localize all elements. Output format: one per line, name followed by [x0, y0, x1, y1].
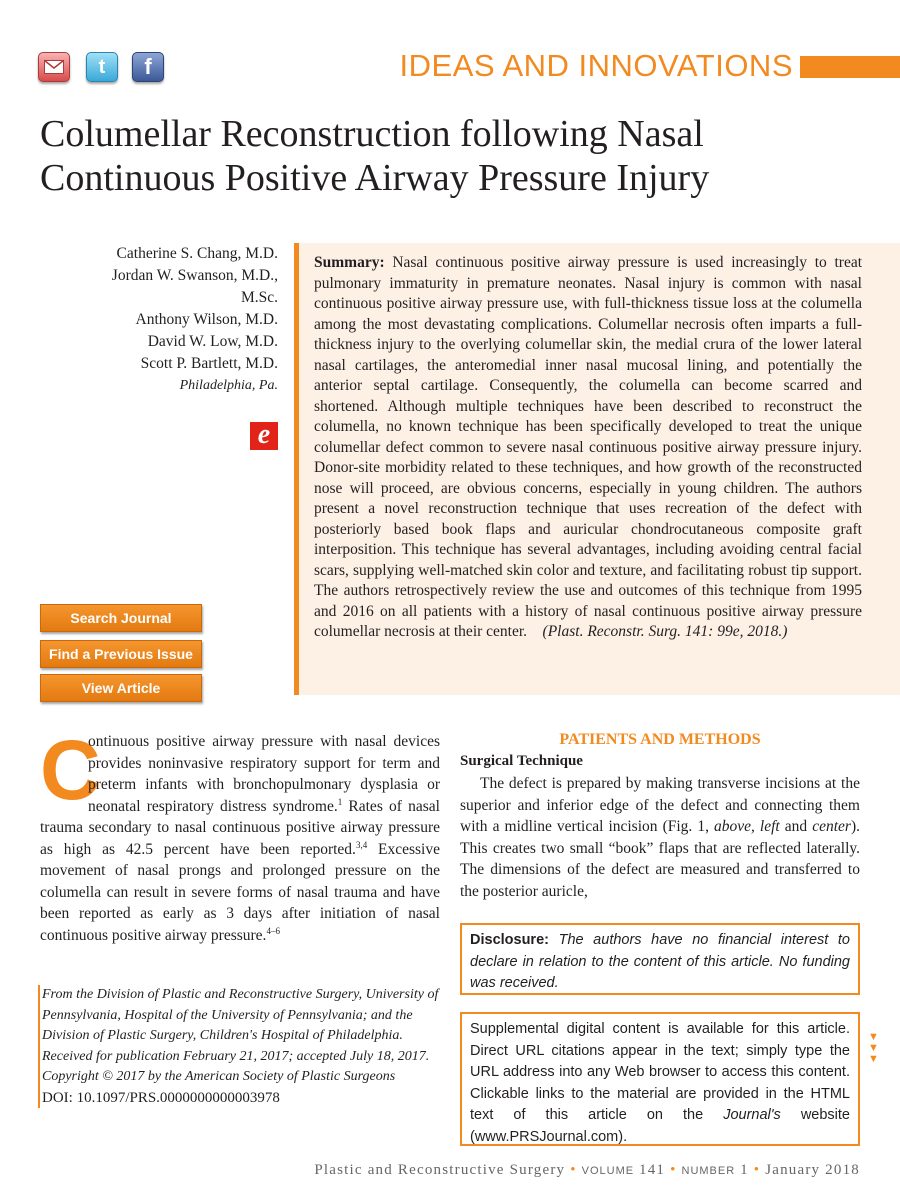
summary-label: Summary:: [314, 254, 385, 271]
subsection-heading: Surgical Technique: [460, 753, 583, 769]
intro-text: Rates of nasal trauma secondary to nasal continuous positive airway pressure as high as 42.5 percent have been reported.: [40, 797, 440, 858]
affiliation-note: From the Division of Plastic and Reconstructive Surgery, University of Pennsylvania, Hospital of the University of Pennsylvania; and the Division of Plastic Surgery, Children's Hospital of Philadelphia.: [42, 987, 439, 1043]
summary-citation: (Plast. Reconstr. Surg. 141: 99e, 2018.): [542, 623, 788, 640]
intro-text: ontinuous positive airway pressure with nasal devices provides noninvasive respiratory support for term and preterm infants with bronchopulmonary dysplasia or neonatal respiratory distress syndrome.: [88, 733, 440, 815]
disclosure-label: Disclosure:: [470, 932, 549, 948]
copyright-note: Copyright © 2017 by the American Society of Plastic Surgeons: [42, 1069, 396, 1084]
disclosure-box: [460, 923, 860, 995]
footer-number: 1: [740, 1162, 749, 1178]
e-badge-icon[interactable]: e: [250, 422, 278, 450]
author-location: Philadelphia, Pa.: [179, 378, 278, 393]
methods-paragraph: [460, 773, 860, 902]
journal-name: Journal's: [723, 1107, 781, 1123]
footer-separator: •: [753, 1162, 761, 1178]
find-previous-issue-button[interactable]: Find a Previous Issue: [40, 640, 202, 668]
facebook-icon[interactable]: f: [132, 52, 164, 82]
summary-text: Nasal continuous positive airway pressure is used increasingly to treat pulmonary immaturity in premature neonates. Nasal injury is common with nasal continuous positive airway pressure use, with full-thickness tissue loss at the columella among the most devastating complications. Columellar necrosis often imparts a full-thickness injury to the overlying columellar skin, the medial crura of the lower lateral nasal cartilages, the anteromedial inner nasal mucosal lining, and potentially the anterior septal cartilage. Consequently, the columella can become scarred and shortened. Although multiple techniques have been described to reconstruct the columella, no known technique has been specifically developed to treat the unique columellar defect common to severe nasal continuous positive airway pressure injury. Donor-site morbidity related to these techniques, and how growth of the reconstructed nose will proceed, are obvious concerns, especially in young children. The authors present a novel reconstruction technique that uses recreation of the defect with posteriorly based book flaps and auricular chondrocutaneous composite graft interposition. This technique has several advantages, including avoiding central facial scars, supplying well-matched skin color and texture, and facilitating robust tip support. The authors retrospectively review the use and outcomes of this technique from 1995 and 2016 on all patients with a history of nasal continuous positive airway pressure columellar necrosis at their center.: [314, 254, 863, 640]
section-heading: PATIENTS AND METHODS: [559, 731, 761, 748]
methods-text: The defect is prepared by making transverse incisions at the superior and inferior edge of the defect and connecting them with a midline vertical incision (Fig. 1,: [460, 775, 860, 835]
reference-link[interactable]: 1: [337, 796, 343, 807]
title-line-1: Columellar Reconstruction following Nasal: [40, 113, 704, 155]
chevron-down-icon[interactable]: ▼ ▼ ▼: [868, 1031, 879, 1065]
page-footer: [0, 1162, 860, 1179]
footer-separator: •: [570, 1162, 577, 1178]
methods-text: and: [779, 818, 813, 835]
received-note: Received for publication February 21, 2017; accepted July 18, 2017.: [42, 1048, 430, 1064]
section-label: IDEAS AND INNOVATIONS: [399, 48, 793, 83]
article-title: [40, 112, 860, 200]
footer-journal: Plastic and Reconstructive Surgery: [314, 1162, 566, 1178]
author-name: Catherine S. Chang, M.D.: [116, 245, 278, 262]
footer-date: January 2018: [765, 1162, 860, 1178]
figure-reference: center: [812, 818, 851, 835]
author-list: [20, 243, 278, 397]
footer-volume-label: VOLUME: [581, 1165, 635, 1177]
author-name: Anthony Wilson, M.D.: [135, 311, 278, 328]
title-line-2: Continuous Positive Airway Pressure Injury: [40, 157, 710, 199]
intro-text: Excessive movement of nasal prongs and prolonged pressure on the columella can result in severe forms of nasal trauma and have been reported as early as 3 days after initiation of nasal continuous positive airway pressure.: [40, 840, 440, 944]
methods-text: ). This creates two small “book” flaps that are reflected laterally. The dimensions of the defect are measured and transferred to the posterior auricle,: [460, 818, 860, 900]
intro-paragraph: [40, 731, 440, 946]
section-bar: [800, 56, 900, 78]
author-name: M.Sc.: [240, 289, 278, 306]
drop-cap: C: [40, 723, 101, 817]
search-journal-button[interactable]: Search Journal: [40, 604, 202, 632]
figure-reference: above, left: [714, 818, 780, 835]
supplemental-text: Supplemental digital content is available for this article. Direct URL citations appear in the text; simply type the URL address into any Web browser to access this content. Clickable links to the material are provided in the HTML text of this article on the: [470, 1021, 850, 1123]
author-name: Jordan W. Swanson, M.D.,: [111, 267, 278, 284]
reference-link[interactable]: 4–6: [266, 925, 280, 936]
author-name: Scott P. Bartlett, M.D.: [140, 355, 278, 372]
view-article-button[interactable]: View Article: [40, 674, 202, 702]
article-footnote: [38, 985, 444, 1108]
footer-number-label: NUMBER: [681, 1165, 736, 1177]
doi-link[interactable]: DOI: 10.1097/PRS.0000000000003978: [42, 1089, 280, 1106]
supplemental-text: website (www.PRSJournal.com).: [470, 1107, 850, 1145]
reference-link[interactable]: 3,4: [355, 839, 368, 850]
supplemental-content-box: [460, 1012, 860, 1146]
footer-separator: •: [670, 1162, 677, 1178]
twitter-icon[interactable]: t: [86, 52, 118, 82]
disclosure-text: The authors have no financial interest to declare in relation to the content of this article. No funding was received.: [470, 932, 850, 991]
mail-icon[interactable]: [38, 52, 70, 82]
author-name: David W. Low, M.D.: [147, 333, 278, 350]
summary-box: [294, 243, 900, 695]
footer-volume: 141: [639, 1162, 666, 1178]
